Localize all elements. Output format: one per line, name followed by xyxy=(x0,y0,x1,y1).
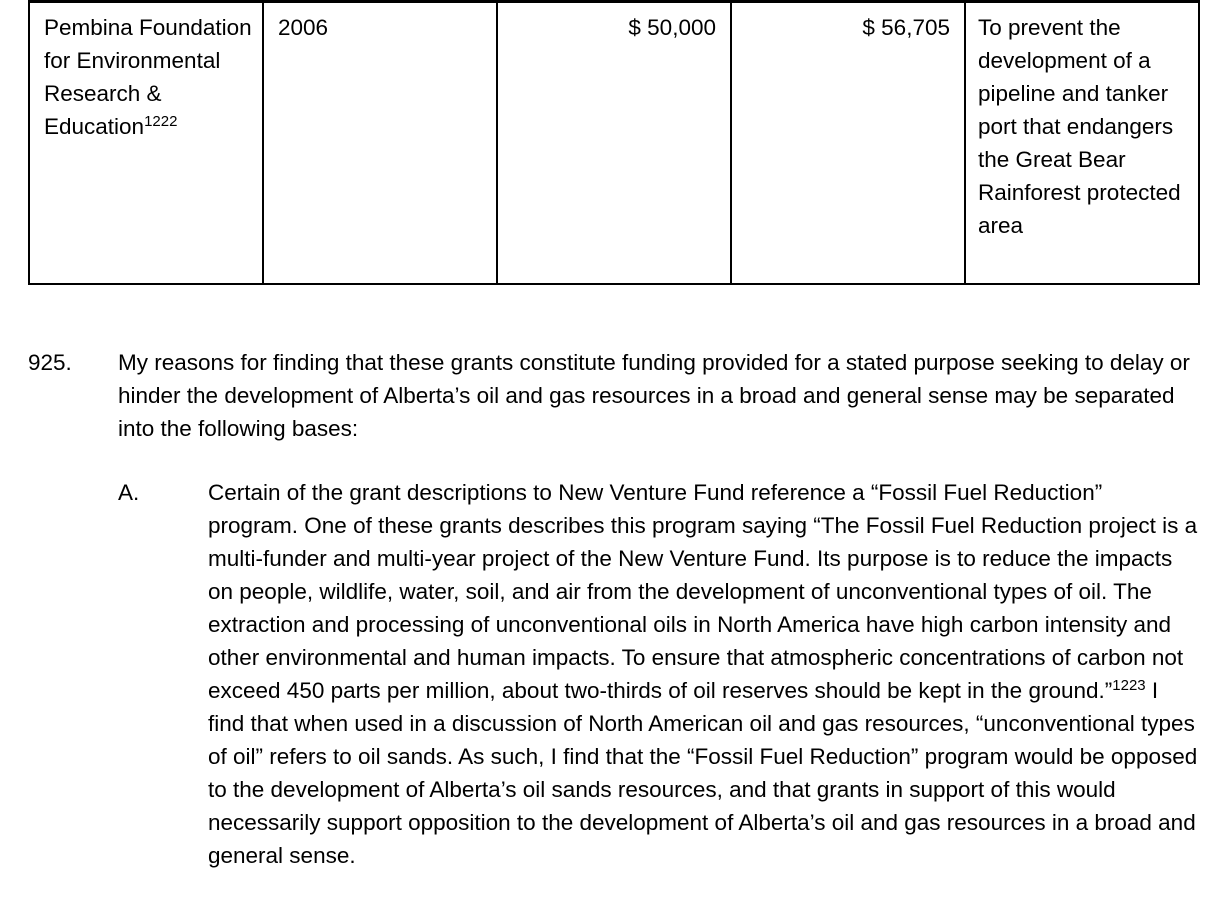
year-cell: 2006 xyxy=(263,2,497,285)
organization-name: Pembina Foundation for Environmental Research & Education xyxy=(44,15,252,139)
subparagraph-text-part-1: Certain of the grant descriptions to New Venture Fund reference a “Fossil Fuel Reduction” program. One of these grants describes this program saying “The Fossil Fuel Reduction project is a multi-funder and multi-year project of the New Venture Fund. Its purpose is to reduce the impacts on people, wildlife, water, soil, and air from the development of unconventional types of oil. The extraction and processing of unconventional oils in North America have high carbon intensity and other environmental and human impacts. To ensure that atmospheric concentrations of carbon not exceed 450 parts per million, about two-thirds of oil reserves should be kept in the ground.” xyxy=(208,480,1198,703)
table-row xyxy=(29,2,1199,285)
subparagraph-text xyxy=(208,476,1198,872)
footnote-ref[interactable]: 1223 xyxy=(1112,677,1146,694)
amount-cell-1: $ 50,000 xyxy=(497,2,731,285)
amount-cell-2: $ 56,705 xyxy=(731,2,965,285)
footnote-ref[interactable]: 1222 xyxy=(144,113,178,130)
grants-table xyxy=(28,0,1200,285)
purpose-cell: To prevent the development of a pipeline and tanker port that endangers the Great Bear Rainforest protected area xyxy=(965,2,1199,285)
organization-cell xyxy=(29,2,263,285)
paragraph-text: My reasons for finding that these grants constitute funding provided for a stated purpose seeking to delay or hinder the development of Alberta’s oil and gas resources in a broad and general sense may be separated into the following bases: xyxy=(118,350,1190,441)
subparagraph-text-part-2: I find that when used in a discussion of North American oil and gas resources, “unconventional types of oil” refers to oil sands. As such, I find that the “Fossil Fuel Reduction” program would be opposed to the development of Alberta’s oil sands resources, and that grants in support of this would necessarily support opposition to the development of Alberta’s oil and gas resources in a broad and general sense. xyxy=(208,678,1198,868)
paragraph-number: 925. xyxy=(28,350,72,375)
subparagraph-letter: A. xyxy=(118,480,140,505)
